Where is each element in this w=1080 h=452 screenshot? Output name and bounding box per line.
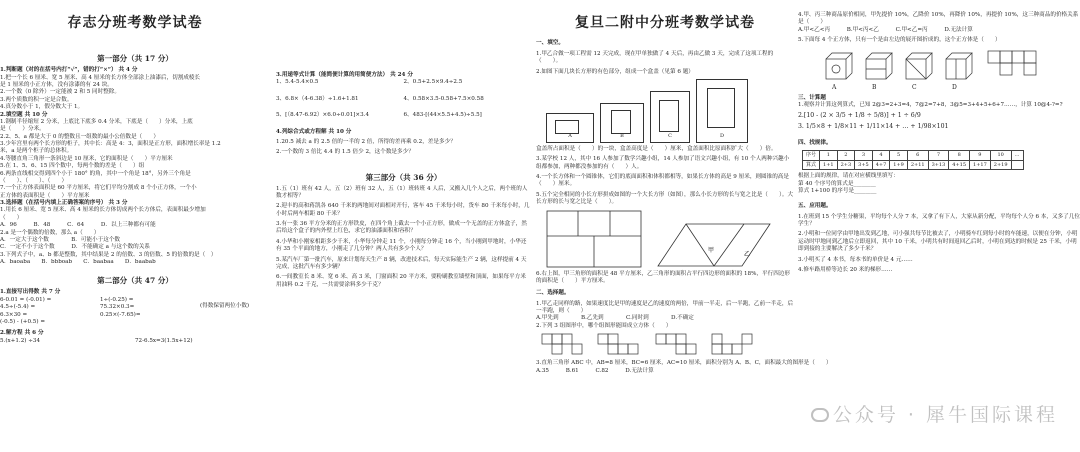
word-problem: 1.五（1）班有 42 人，五（2）班有 32 人，五（1）班转班 4 人后，又搬入几个人之后，两个班的人数才相等？: [276, 185, 528, 199]
cube-figures: [798, 45, 1068, 95]
pattern-header-cell: 5: [890, 151, 908, 161]
judgement-item: 3.两个质数的积一定是合数。: [0, 96, 73, 103]
part1-heading: 第一部分（共 17 分）: [97, 54, 173, 64]
judgement-item: 2.一个数（0 除外）一定能被 2 和 5 同时整除。: [0, 89, 120, 96]
pattern-header-cell: 6: [907, 151, 928, 161]
step-calc-item: 2、0.5+2.5×9.4÷2.5: [403, 79, 463, 86]
choice2-heading: 二、选择题。: [536, 290, 570, 297]
choice-item: A．baoaba B．bbboab C．baabaa D．baabab: [0, 259, 156, 266]
application-items: [798, 214, 1080, 275]
pattern-table-row: [803, 160, 1024, 170]
pattern-header-cell: 8: [949, 151, 970, 161]
pattern-cell: 4+7: [872, 160, 890, 170]
rect-figure-c: C: [650, 91, 690, 143]
cube-label-a: A: [832, 83, 837, 91]
cube-b: [866, 53, 892, 79]
pattern-header-cell: 9: [970, 151, 991, 161]
step-calc-item: 5、[（8.47-6.92）×6.0÷0.01]×3.4: [276, 112, 370, 119]
word-problem: 5.某汽车厂第一批汽车，原来计划每天生产 8 辆，改进技术后，每天实际能生产 2 辆，这样提前 4 天完成，这批汽车有多少辆？: [276, 256, 527, 270]
calc3-item-3: 3. 1/5×8 + 1/8×11 + 1/11×14 + … + 1/98×101: [798, 123, 949, 131]
direct-calc-item: 6.3×30 =: [0, 311, 28, 318]
pattern-item: 算式 1+100 的序号是________: [798, 187, 877, 194]
pattern-header-cell: 序号: [803, 151, 820, 161]
rect-figures: [546, 79, 794, 143]
application-item: 3.小明买了 4 本书，每本书的单价是 4 元……: [798, 256, 913, 263]
pattern-cell: 1+17: [970, 160, 991, 170]
direct-calc-item: 4.5÷(-5.4) =: [0, 304, 36, 311]
left-paper-page-2: [276, 0, 531, 452]
cube-net: [988, 51, 1036, 75]
cube-label-c: C: [912, 83, 917, 91]
left-paper-title: 存志分班考数学试卷: [67, 15, 203, 31]
triangle-jia-label: 甲: [708, 246, 715, 254]
choice-item: （ ）: [0, 214, 23, 221]
equation-heading: 2.解方程 共 6 分: [0, 330, 44, 337]
step-calc-rows: [276, 79, 531, 119]
word-problems: [276, 186, 531, 290]
pattern-header-cell: 1: [820, 151, 838, 161]
fill-item-2: 2.如图下面几块长方形的有色部分，组成一个盒盖（见第 6 题）: [536, 68, 694, 75]
direct-calc-item: (-0.5) - (+0.5) =: [0, 318, 46, 325]
fill-item: 是（ ）分米。: [0, 126, 45, 133]
direct-calc-right-col: [100, 297, 200, 327]
judgement-heading: 1.判断题（对的在括号内打“√”，错的打“×”） 共 4 分: [0, 67, 138, 74]
choice-cont-item-5: 5.下面每 4 个正方体，只有一个是由左边的展开图折成的，这个正方体是（ ）: [798, 37, 1001, 44]
pattern-header-cell: 2: [837, 151, 855, 161]
choice-item: 1.用长 6 厘米、宽 5 厘米、高 4 厘米的长方体切成两个长方体后，表面积最少增加: [0, 207, 206, 214]
step-calc-item: 6、483-[(44×5.5+4.5)÷5.5]: [403, 112, 482, 119]
equation-word-heading: 4.列综合式或方程解 共 10 分: [276, 128, 352, 135]
pattern-table-header: [803, 151, 1024, 161]
step-calc-heading: 3.用递等式计算（能简便计算的用简便方法） 共 24 分: [276, 72, 413, 78]
pattern-cell-empty: [1011, 160, 1023, 170]
application-item: 1.在班到 15 个学生分糖果，平均每个人分 7 本，又拿了有下人，大家从新分配，平均每个人分 6 本，又多了几位学生？: [798, 213, 1080, 228]
pattern-cell: 2+11: [907, 160, 928, 170]
pattern-cell: 1+9: [890, 160, 908, 170]
calc3-heading: 三、计算题: [798, 94, 826, 101]
choice-item: A．96 B．48 C．64 D．以上三种都有可能: [0, 222, 156, 229]
pattern-header-cell: 7: [928, 151, 949, 161]
fill-items: [0, 119, 270, 200]
direct-calc-grid: [0, 297, 270, 327]
step-calc-item: 3、6.8×（4-6.38）÷1.6+1.81: [276, 95, 359, 102]
pattern-header-cell: 10: [990, 151, 1011, 161]
fill-item: 5.在 1、5、6、15 四个数中，每两个数的差是（ ）组: [0, 163, 145, 170]
word-problem: 6.一间教室长 8 米、宽 6 米、高 3 米，门窗面积 20 平方米，要粉刷教室墙壁和顶面，如果每平方米用油料 0.2 千克，一共需要涂料多少千克？: [276, 274, 526, 288]
choice-item: 3.下列式子中，a、b 都是整数，其中结果是 2 的倍数、3 的倍数、5 的倍数的是（ ）: [0, 251, 217, 258]
fill-item: 正方体的表面积是（ ）平方厘米: [0, 192, 90, 199]
triangle-yi-label: 乙: [744, 250, 751, 258]
equation-word-items: [276, 139, 531, 157]
pattern-item: 根据上面的规律，请在对应横线里填写：: [798, 173, 899, 180]
calc3-item-2: 2.[10 - (2 × 3/5 + 1/8 ÷ 5/8)] + 1 ÷ 6/9: [798, 112, 921, 120]
pattern-header-cell: 3: [855, 151, 873, 161]
choice-item: C．一定不小于这个数 D．不能确定 a 与这个数的关系: [0, 244, 150, 251]
application-item: 4.修车路用桥等边长 20 米的梯形……: [798, 266, 893, 273]
fill-item-3: 3.某学校 12 人，其中 16 人参加了数学兴趣小组，14 人参加了语文兴趣小组，有 10 个人两种兴趣小组都参加，两种都没参加的有（ ）人。: [536, 156, 790, 170]
step-calc-row: [276, 79, 531, 86]
choice-item: A．一定大于这个数 B．可能小于这个数: [0, 236, 121, 243]
choice-heading: 3.选择题（在括号内填上正确答案的序号） 共 3 分: [0, 200, 128, 207]
application-item: 2.小明和一位同学由甲地出发到乙地，可小强共每节比被去了，小明骑车红到每小时的车能速，以便在分钟，小明运动时甲地同到乙地后立即返回，其中 10 千米，小明共有时间返回乙后时，小明在到达的时候是 25 千米，小明即到接的主要解决了多少千米？: [798, 231, 1078, 253]
pattern-cell: 2+19: [990, 160, 1011, 170]
step-calc-item: 4、0.58×3.5-0.58+7.5×0.58: [403, 95, 484, 102]
fill-item-2b: 盒盖所占面积是（ ）的一块，盒盖高度是（ ）厘米，盒盖面积比原面积扩大（ ）倍。: [536, 145, 777, 152]
equation-row: [0, 338, 270, 345]
judgement-item: 1.把一个长 6 厘米、宽 5 厘米、高 4 厘米的长方体全部涂上油漆后，切割成棱长: [0, 74, 201, 81]
pattern-cell: 3+13: [928, 160, 949, 170]
fill-item: 3.少年宫里有两个长方形的柜子，其中长：高是 4：3，面积是正方形，面积增长率是 1.2: [0, 141, 221, 148]
fill-item: 7.一个正方体表面积是 60 平方厘米，将它们平均分割成 8 个小正方体，一个小: [0, 185, 197, 192]
choice2-item-3: 3.直角三角形 ABC 中，AB=8 厘米，BC=6 厘米，AC=10 厘米，面积分别为 A、B、C，面积最大的图形是（ ）: [536, 360, 832, 367]
judgement-items: [0, 75, 270, 112]
five-rectangles-figure: [546, 210, 642, 268]
part3-heading: 第三部分（共 36 分）: [365, 172, 442, 182]
fill-item-6: 6.右上图，甲三角形的面积是 48 平方厘米，乙三角形的面积占平行四边形的面积的 18%，平行四边形的面积是（ ）平方厘米。: [536, 270, 790, 284]
pattern-cell: 算式: [803, 160, 820, 170]
direct-calc-item: 0.25×(-7.65)=: [100, 311, 141, 318]
step-calc-item: 1、5.4-5.4×0.5: [276, 79, 319, 86]
pattern-item: 第 40 个序号的算式是________: [798, 180, 876, 187]
pattern-heading: 四、找规律。: [798, 139, 832, 146]
choice-item: 2.a 是一个偶数的倍数，那么 a（ ）: [0, 229, 100, 236]
pattern-cell: 2+3: [837, 160, 855, 170]
fill-item: 4.等腰直角三角形一条斜边是 10 厘米，它的面积是（ ）平方厘米: [0, 155, 173, 162]
pattern-table: [802, 150, 1024, 170]
equation-left: 5.(x+1.2) ÷34: [0, 337, 41, 344]
parallelogram-figure: [656, 222, 772, 268]
pattern-header-cell: …: [1011, 151, 1023, 161]
pattern-cell: 4+15: [949, 160, 970, 170]
rect-figure-a: A: [546, 113, 594, 143]
cube-d: [946, 53, 972, 79]
judgement-item: 是 1 厘米的小正方体，没有涂漆的有 24 块。: [0, 82, 113, 89]
judgement-item: 4.真分数小于 1，假分数大于 1。: [0, 104, 84, 111]
application-heading: 五、应用题。: [798, 203, 832, 210]
choice2-item-1-options: A.甲先到 B.乙先到 C.同时到 D.不确定: [536, 315, 694, 322]
rect-figure-b: B: [600, 103, 644, 143]
watermark-text: 公众号 · 犀牛国际课程: [832, 403, 1058, 426]
choice2-item-2: 2.下列 3 组图形中，哪个组图形能围成立方体（ ）: [536, 322, 672, 329]
direct-calc-item: 6-0.01 = (-0.01) =: [0, 296, 52, 303]
pattern-cell: 1+1: [820, 160, 838, 170]
direct-calc-heading: 1.直接写出得数 共 7 分: [0, 289, 61, 296]
pattern-header-cell: 4: [872, 151, 890, 161]
cube-c: [906, 53, 932, 79]
fill-heading: 2.填空题 共 10 分: [0, 111, 48, 118]
cube-a: [826, 53, 852, 79]
equation-word-item: 1.20.5 减去 a 的 2.5 倍的一半的 2 倍，所得的差再乘 0.2，差是多少？: [276, 138, 456, 145]
cube-label-d: D: [952, 83, 957, 91]
cube-label-b: B: [872, 83, 877, 91]
choice-cont-item-4: 4.甲、丙三种商品原价相同，甲先提价 10%，乙降价 10%，再降价 10%，再提价 10%，这三种商品的价格关系是（ ）: [798, 12, 1079, 26]
rect-figure-d: D: [696, 79, 748, 143]
word-problem: 2.迎丰的高和蒋凯各 640 千米的两地间对面相对开行，客车 45 千米每小时，货车 80 千米每小时，几小时后两车相距 80 千米？: [276, 203, 530, 217]
net-figures: [536, 330, 786, 360]
fill-item: 2.2、5、a 都是大于 0 的整数且一组数的最小公倍数是（ ）: [0, 133, 159, 140]
fill-item-4: 4.一个长方体和一个圆锥体，它们的底面面积和体积都相等，如果长方体的高是 9 厘米，则圆锥的高是（ ）厘米。: [536, 174, 789, 188]
direct-calc-item: 75.32×0.3=: [100, 304, 135, 311]
pattern-cell: 3+5: [855, 160, 873, 170]
direct-calc-item: 1÷(-0.25) =: [100, 296, 134, 303]
fill-item: （ ）、（ ）、（ ）: [0, 177, 68, 184]
calc-note: (得数保留两位小数): [200, 302, 250, 309]
left-paper-page-1: [0, 0, 270, 452]
equation-right: 72-6.5x=3(1.5x+12): [135, 337, 193, 344]
step-calc-row: [276, 112, 531, 119]
word-problem: 4.小华和小刚家相距多少千米，小华每分钟走 11 个，小刚每分钟走 16 个，当小刚到甲地时，小华还有 35 个平面的地方，小刚走了几分钟？两人共有多少个人？: [276, 238, 527, 253]
watermark: [811, 403, 1058, 428]
wechat-icon: [811, 408, 829, 422]
word-problem: 3.有一张 36 平方分米的正方形铁皮，在四个角上截去一个小正方形，做成一个无盖的正方体盒子，然后给这个盒子的内外壁上红色，求它的油漆面积和容积？: [276, 221, 527, 235]
split-figures: [546, 210, 794, 268]
calc3-item-1: 1.观察并计算这列算式，已知 2@3=2+3=4，7@2=7+8，3@5=3+4+5+6+7……，计算 10@4-?=?: [798, 101, 1063, 108]
fill-item: 米，a 是两个柜子的总体积。: [0, 148, 73, 155]
equation-word-item: 2.一个数的 3 倍比 4.4 的 1.5 倍少 2，这个数是多少？: [276, 149, 414, 156]
choice-items: [0, 207, 270, 266]
choice-cont-item-4-options: A.甲<乙<丙 B.甲<丙<乙 C.甲<乙=丙 D.无法计算: [798, 26, 973, 33]
fill-item: 6.两条直线相交得到四个小于 180° 的角，其中一个角是 18°，另外三个角是: [0, 170, 191, 177]
choice2-item-1: 1.甲乙走同样的路，如果速度比是甲的速度是乙的速度的两倍，甲前一半走，后一半跑，乙前一半走，后一半跑，则（ ）: [536, 300, 794, 315]
direct-calc-left: [0, 297, 100, 327]
fill-item: 1.钢制半径缩短 2 分米，上底比下底多 0.4 分米，下底是（ ）分米，上底: [0, 118, 193, 125]
right-paper-title: 复旦二附中分班考数学试卷: [575, 15, 755, 31]
choice2-item-3-options: A.35 B.61 C.82 D.无法计算: [536, 367, 654, 374]
direct-calc-right: [100, 297, 200, 319]
pattern-items: [798, 173, 1080, 195]
fill-item-5: 5.五个完全相同的小长方形拼成如图的一个大长方形（如图），那么小长方形的长与宽之比是（ ）。大长方形的长与宽之比是（ ）。: [536, 191, 794, 206]
part2-heading: 第二部分（共 47 分）: [97, 276, 173, 286]
right-paper-page-2: [798, 0, 1080, 452]
fill-in-heading: 一、填空。: [536, 40, 564, 47]
step-calc-row: [276, 96, 531, 103]
fill-item-1: 1.甲乙合做一项工程需 12 天完成，现在甲单独做了 4 天后，再由乙做 3 天，完成了这项工程的（ ）。: [536, 50, 774, 65]
